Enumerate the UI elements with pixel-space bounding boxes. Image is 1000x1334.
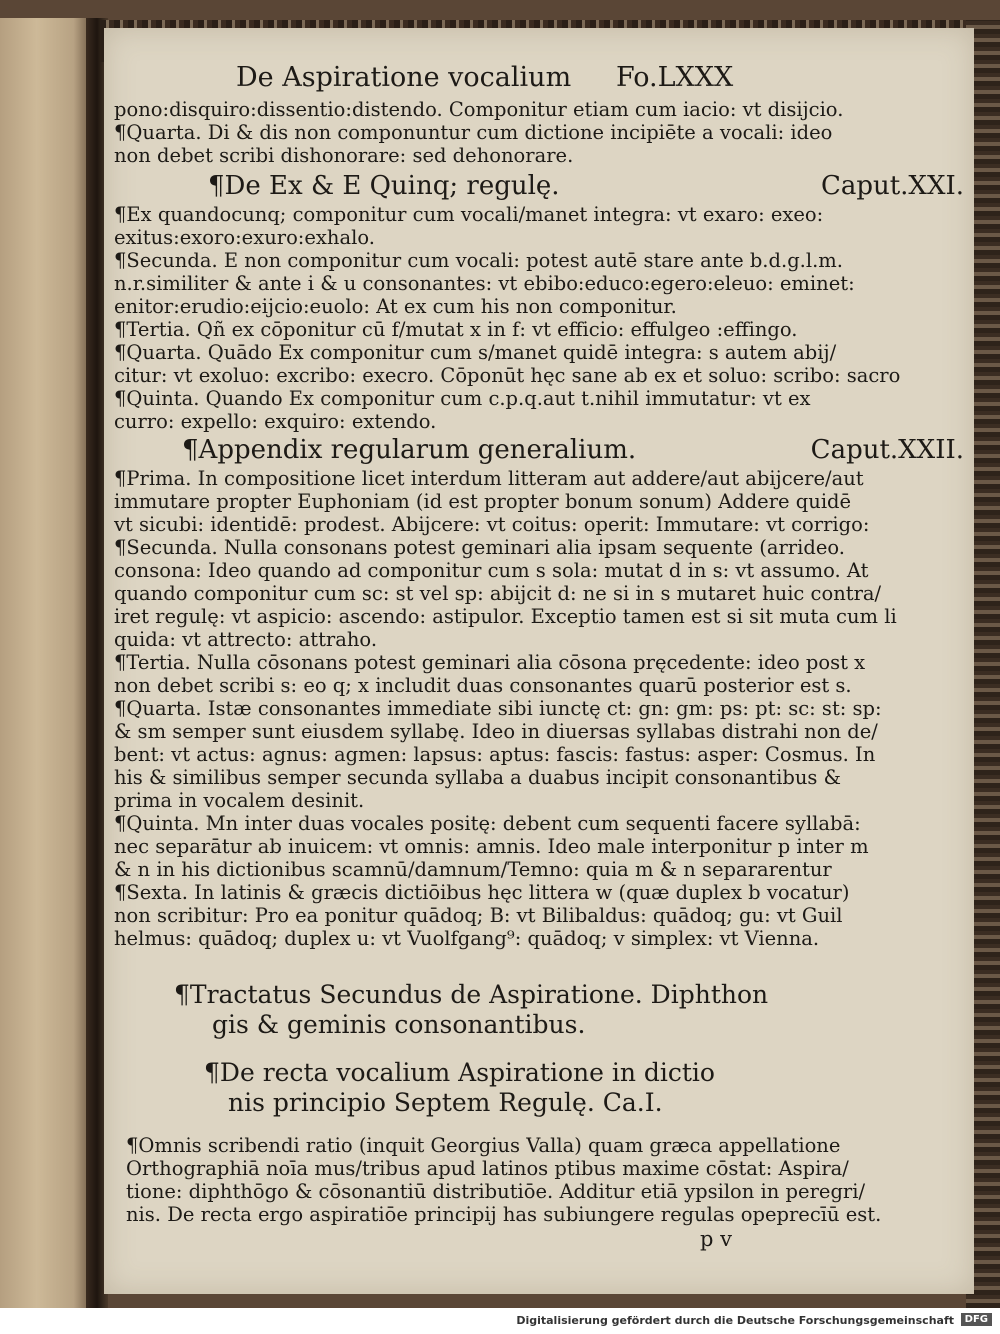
text-line: ¶Quinta. Quando Ex componitur cum c.p.q.aut t.nihil immutatur: vt ex — [114, 387, 811, 410]
text-line: pono:disquiro:dissentio:distendo. Componitur etiam cum iacio: vt disijcio. — [114, 98, 844, 121]
text-line: ¶Prima. In compositione licet interdum litteram aut addere/aut abijcere/aut — [114, 467, 864, 490]
text-line: enitor:erudio:eijcio:euolo: At ex cum his non componitur. — [114, 295, 677, 318]
chapter-heading-21 — [110, 171, 970, 203]
text-line: iret regulę: vt aspicio: ascendo: astipulor. Exceptio tamen est si sit muta cum li — [114, 605, 897, 628]
funding-credit: Digitalisierung gefördert durch die Deutsche Forschungsgemeinschaft — [516, 1314, 954, 1327]
chapter-title: ¶De Ex & E Quinq; regulę. — [208, 171, 560, 201]
heading-line: nis principio Septem Regulę. Ca.I. — [228, 1088, 663, 1117]
text-line: ¶Sexta. In latinis & græcis dictiōibus hęc littera w (quæ duplex b vocatur) — [114, 881, 850, 904]
text-line: his & similibus semper secunda syllaba a duabus incipit consonantibus & — [114, 766, 841, 789]
text-line: ¶Quinta. Mn inter duas vocales positę: debent cum sequenti facere syllabā: — [114, 812, 861, 835]
chapter-number: Caput.XXII. — [810, 435, 964, 465]
text-line: vt sicubi: identidē: prodest. Abijcere: vt coitus: operit: Immutare: vt corrigo: — [114, 513, 870, 536]
chapter-heading-22 — [110, 435, 970, 467]
text-line: ¶Secunda. Nulla consonans potest geminari alia ipsam sequente (arrideo. — [114, 536, 845, 559]
text-block-1 — [110, 98, 970, 167]
text-line: bent: vt actus: agnus: agmen: lapsus: aptus: fascis: fastus: asper: Cosmus. In — [114, 743, 876, 766]
text-line: quando componitur cum sc: st vel sp: abijcit d: ne si in s mutaret huic contra/ — [114, 582, 882, 605]
book-page — [104, 28, 974, 1294]
tractatus-heading — [110, 980, 970, 1040]
page-content — [110, 58, 970, 1251]
chapter-title: ¶Appendix regularum generalium. — [182, 435, 637, 465]
text-line: curro: expello: exquiro: extendo. — [114, 410, 437, 433]
text-line: & sm semper sunt eiusdem syllabę. Ideo in diuersas syllabas distrahi non de/ — [114, 720, 878, 743]
text-line: non debet scribi dishonorare: sed dehonorare. — [114, 144, 574, 167]
text-block-4 — [110, 1134, 970, 1226]
text-block-3 — [110, 467, 970, 950]
left-page-edge — [0, 18, 92, 1308]
text-line: ¶Tertia. Nulla cōsonans potest geminari alia cōsona pręcedente: ideo post x — [114, 651, 866, 674]
text-line: exitus:exoro:exuro:exhalo. — [114, 226, 375, 249]
text-line: non scribitur: Pro ea ponitur quādoq; B: vt Bilibaldus: quādoq; gu: vt Guil — [114, 904, 843, 927]
heading-line: ¶Tractatus Secundus de Aspiratione. Diphthon — [174, 980, 769, 1009]
text-line: ¶Secunda. E non componitur cum vocali: potest autē stare ante b.d.g.l.m. — [114, 249, 843, 272]
text-line: nis. De recta ergo aspiratiōe principij has subiungere regulas opeprecīū est. — [126, 1203, 882, 1226]
text-line: & n in his dictionibus scamnū/damnum/Temno: quia m & n separarentur — [114, 858, 832, 881]
regulae-heading — [110, 1058, 970, 1118]
text-line: quida: vt attrecto: attraho. — [114, 628, 378, 651]
text-line: ¶Quarta. Di & dis non componuntur cum dictione incipiēte a vocali: ideo — [114, 121, 833, 144]
text-line: ¶Tertia. Qñ ex cōponitur cū f/mutat x in f: vt efficio: effulgeo :effingo. — [114, 318, 798, 341]
footer-bar — [0, 1308, 1000, 1334]
text-block-2 — [110, 203, 970, 433]
text-line: nec separātur ab inuicem: vt omnis: amnis. Ideo male interponitur p inter m — [114, 835, 869, 858]
text-line: immutare propter Euphoniam (id est propter bonum sonum) Addere quidē — [114, 490, 852, 513]
text-line: ¶Ex quandocunq; componitur cum vocali/manet integra: vt exaro: exeo: — [114, 203, 824, 226]
heading-line: gis & geminis consonantibus. — [212, 1010, 586, 1039]
chapter-number: Caput.XXI. — [820, 171, 964, 201]
dfg-logo: DFG — [961, 1313, 992, 1326]
heading-line: ¶De recta vocalium Aspiratione in dictio — [204, 1058, 715, 1087]
header-title: De Aspiratione vocalium — [236, 62, 572, 93]
text-line: consona: Ideo quando ad componitur cum s sola: mutat d in s: vt assumo. At — [114, 559, 869, 582]
running-header — [110, 58, 970, 98]
text-line: tione: diphthōgo & cōsonantiū distributiōe. Additur etiā ypsilon in peregri/ — [126, 1180, 866, 1203]
text-line: ¶Quarta. Quādo Ex componitur cum s/manet quidē integra: s autem abij/ — [114, 341, 837, 364]
text-line: n.r.similiter & ante i & u consonantes: vt ebibo:educo:egero:eleuo: eminet: — [114, 272, 855, 295]
text-line: Orthographiā noīa mus/tribus apud latinos ptibus maxime cōstat: Aspira/ — [126, 1157, 849, 1180]
text-line: non debet scribi s: eo q; x includit duas consonantes quarū posterior est s. — [114, 674, 852, 697]
text-line: citur: vt exoluo: excribo: execro. Cōponūt hęc sane ab ex et soluo: scribo: sacro — [114, 364, 901, 387]
text-line: ¶Quarta. Istæ consonantes immediate sibi iunctę ct: gn: gm: ps: pt: sc: st: sp: — [114, 697, 882, 720]
text-line: ¶Omnis scribendi ratio (inquit Georgius Valla) quam græca appellatione — [126, 1134, 841, 1157]
text-line: prima in vocalem desinit. — [114, 789, 365, 812]
signature-mark: p v — [700, 1227, 732, 1251]
folio-number: Fo.LXXX — [616, 62, 734, 93]
text-line: helmus: quādoq; duplex u: vt Vuolfgang⁹: quādoq; v simplex: vt Vienna. — [114, 927, 820, 950]
